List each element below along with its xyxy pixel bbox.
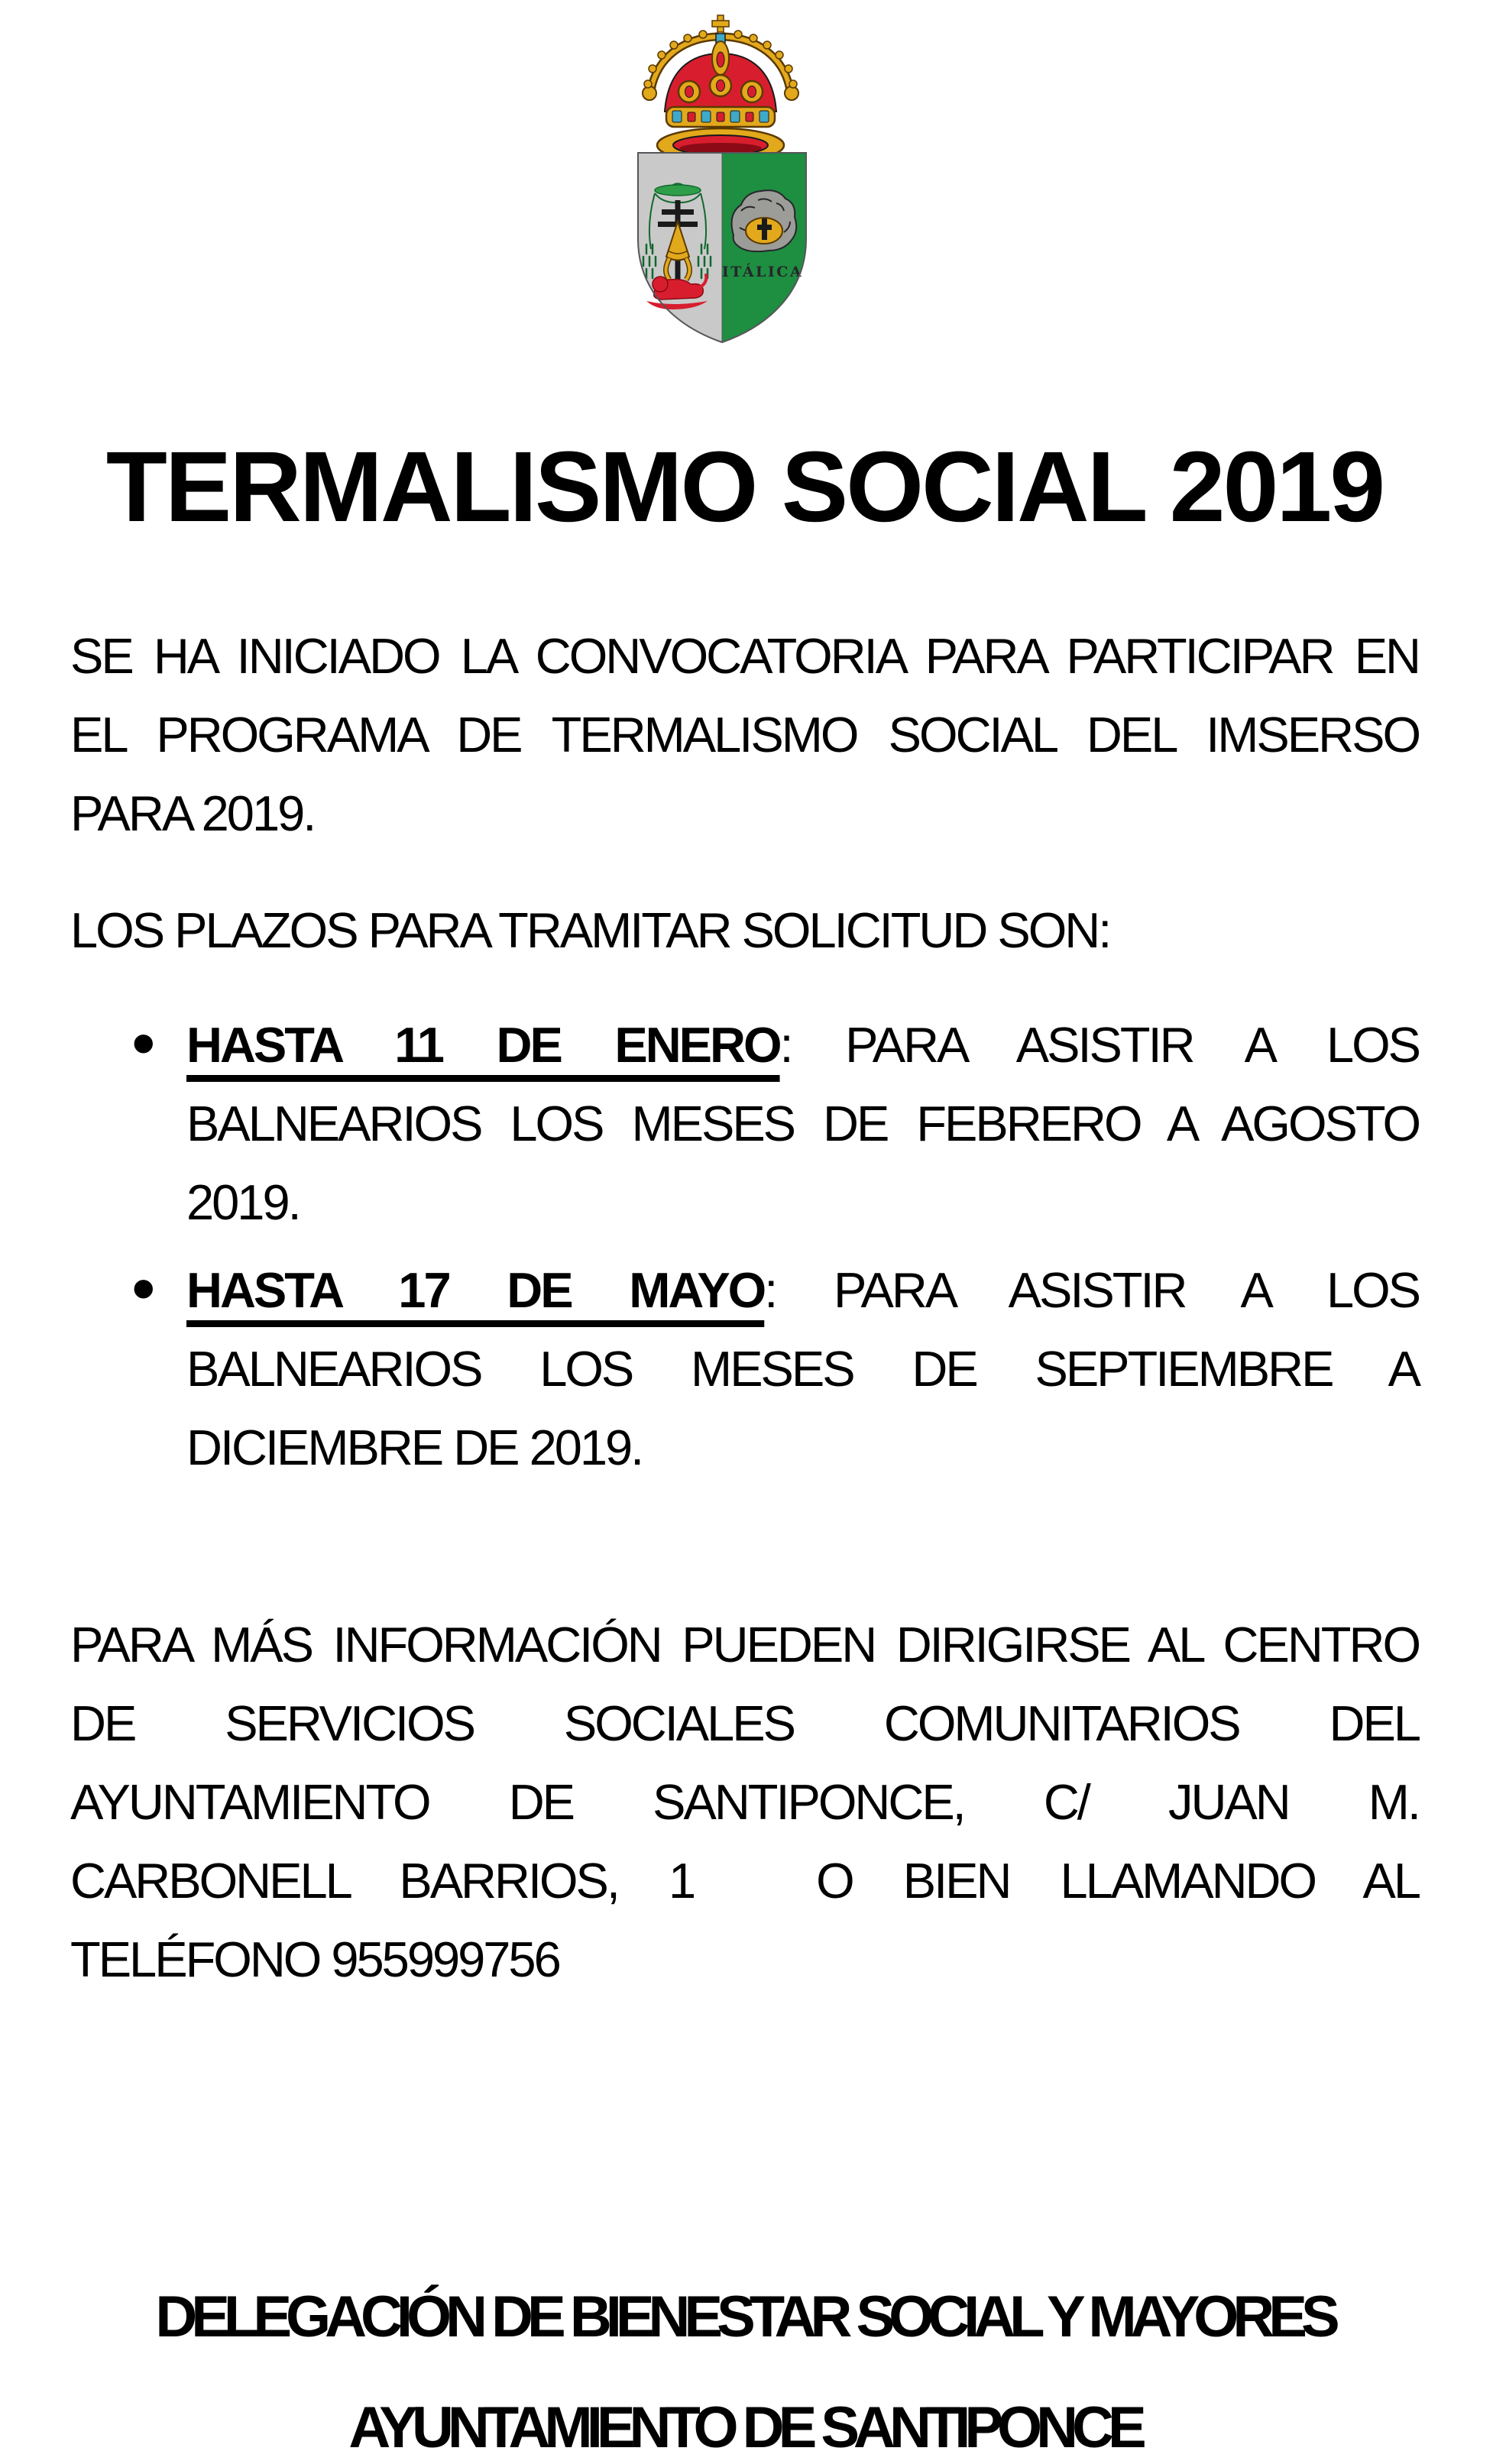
bullet-icon: •	[131, 1005, 156, 1082]
intro-paragraph	[70, 617, 1419, 853]
deadline-text	[186, 1005, 1419, 1242]
info-paragraph	[70, 1605, 1419, 1999]
info-phone-intro: O BIEN LLAMANDO AL	[816, 1853, 1419, 1909]
footer-delegation: DELEGACIÓN DE BIENESTAR SOCIAL Y MAYORES	[155, 2284, 1334, 2349]
crest-motto: ITÁLICA	[721, 264, 804, 280]
deadline-desc: : PARA ASISTIR A LOS	[779, 1017, 1420, 1073]
bullet-icon: •	[131, 1251, 156, 1327]
deadline-line: BALNEARIOS LOS MESES DE FEBRERO A AGOSTO	[186, 1096, 1419, 1151]
deadline-date: HASTA 11 DE ENERO	[186, 1017, 780, 1073]
deadline-list	[70, 1005, 1419, 1487]
page-title: TERMALISMO SOCIAL 2019	[105, 430, 1384, 542]
footer-ayuntamiento: AYUNTAMIENTO DE SANTIPONCE	[348, 2395, 1141, 2460]
intro-line: EL PROGRAMA DE TERMALISMO SOCIAL DEL IMSERSO	[70, 707, 1419, 763]
info-address: CARBONELL BARRIOS, 1	[70, 1853, 695, 1909]
municipal-coat-of-arms	[634, 14, 810, 346]
deadline-line	[186, 1005, 1419, 1084]
deadline-line	[186, 1251, 1419, 1329]
deadlines-heading: LOS PLAZOS PARA TRAMITAR SOLICITUD SON:	[70, 902, 1110, 958]
deadline-line: BALNEARIOS LOS MESES DE SEPTIEMBRE A	[186, 1341, 1419, 1397]
intro-line: SE HA INICIADO LA CONVOCATORIA PARA PARTICIPAR EN	[70, 628, 1419, 684]
deadline-item	[70, 1005, 1419, 1242]
deadline-line: 2019.	[186, 1174, 300, 1230]
info-phone-line: TELÉFONO 955999756	[70, 1931, 559, 1987]
deadline-desc: : PARA ASISTIR A LOS	[764, 1262, 1420, 1318]
intro-line: PARA 2019.	[70, 785, 315, 841]
shield-icon	[638, 153, 806, 342]
info-line: PARA MÁS INFORMACIÓN PUEDEN DIRIGIRSE AL CENTRO	[70, 1617, 1419, 1672]
coat-of-arms-graphic	[634, 14, 810, 346]
info-line	[70, 1841, 1419, 1920]
deadline-text	[186, 1251, 1419, 1487]
info-line: AYUNTAMIENTO DE SANTIPONCE, C/ JUAN M.	[70, 1774, 1419, 1830]
deadline-line: DICIEMBRE DE 2019.	[186, 1420, 643, 1475]
deadline-item	[70, 1251, 1419, 1487]
deadline-date: HASTA 17 DE MAYO	[186, 1262, 765, 1318]
crown-icon	[643, 15, 798, 162]
info-line: DE SERVICIOS SOCIALES COMUNITARIOS DEL	[70, 1695, 1419, 1751]
